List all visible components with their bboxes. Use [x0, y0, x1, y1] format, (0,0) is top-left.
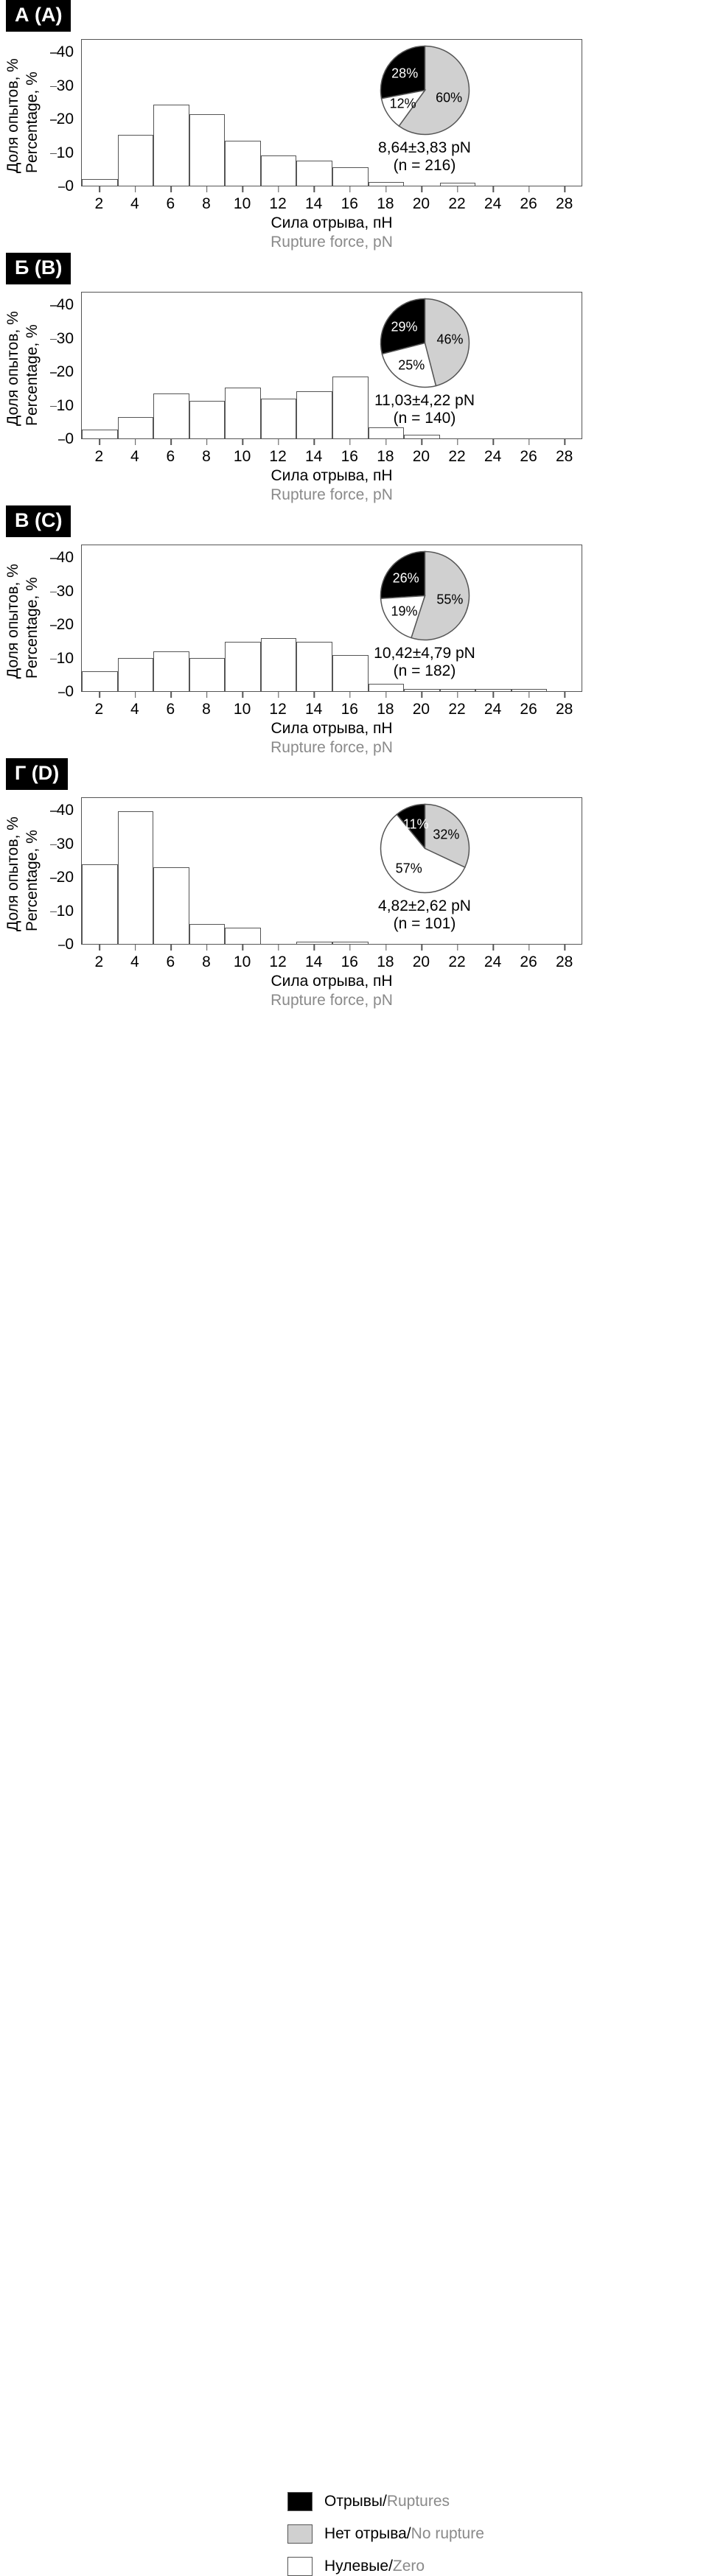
histogram-bar: [296, 391, 332, 439]
pie-stats-mean: 11,03±4,22 pN: [374, 392, 475, 409]
legend-swatch-no-rupture: [287, 2524, 313, 2544]
histogram-bar: [82, 864, 118, 944]
x-tick-label: 26: [520, 448, 537, 466]
histogram-bar: [189, 401, 226, 438]
pie-chart: [379, 44, 471, 136]
x-axis-label: Сила отрыва, пН Rupture force, pN: [271, 720, 393, 756]
legend-swatch-zero: [287, 2557, 313, 2576]
x-tick-label: 12: [269, 195, 286, 213]
pie-slice-label-no_rupture: 32%: [433, 827, 460, 842]
pie-chart: [379, 802, 471, 895]
x-tick-label: 26: [520, 195, 537, 213]
x-tick-label: 14: [305, 448, 322, 466]
y-tick-label: 30: [57, 583, 74, 601]
x-axis-ticks: [81, 698, 582, 720]
pie-inset: [347, 802, 502, 933]
y-tick-label: 10: [57, 144, 74, 162]
legend-label-ruptures: Отрывы/Ruptures: [324, 2493, 450, 2510]
y-tick-label: 30: [57, 330, 74, 348]
y-tick-label: 0: [65, 178, 74, 195]
x-tick-label: 8: [202, 195, 211, 213]
y-axis-label-en: Percentage, %: [24, 324, 41, 426]
histogram-bar: [153, 651, 189, 691]
y-tick-label: 20: [57, 111, 74, 128]
pie-slice-label-zero: 57%: [395, 861, 422, 876]
histogram-bar: [440, 689, 476, 691]
pie-slice-label-zero: 19%: [391, 603, 418, 619]
histogram-bar: [189, 658, 226, 691]
histogram-bar: [261, 155, 297, 186]
pie-stats-n: (n = 101): [393, 915, 456, 933]
y-tick-label: 40: [57, 802, 74, 819]
pie-slice-label-zero: 25%: [398, 357, 425, 372]
x-tick-label: 10: [234, 195, 251, 213]
histogram-bar: [82, 671, 118, 691]
pie-stats-mean: 8,64±3,83 pN: [378, 139, 471, 156]
x-tick-label: 22: [448, 195, 465, 213]
x-tick-label: 20: [413, 953, 430, 971]
histogram-bar: [118, 658, 154, 691]
x-tick-label: 28: [556, 953, 573, 971]
x-tick-label: 12: [269, 953, 286, 971]
chart-panel-2: [0, 253, 712, 505]
x-tick-label: 6: [167, 953, 175, 971]
histogram-bar: [225, 928, 261, 944]
x-axis-label: Сила отрыва, пН Rupture force, pN: [271, 467, 393, 503]
pie-slice-label-ruptures: 29%: [391, 319, 418, 335]
x-tick-label: 4: [130, 701, 139, 718]
legend-item-zero: [287, 2557, 712, 2576]
x-tick-label: 2: [94, 953, 103, 971]
x-tick-label: 18: [377, 953, 394, 971]
y-axis-label: Доля опытов, %: [4, 564, 21, 679]
y-axis-ticks: [41, 39, 77, 195]
pie-slice-label-no_rupture: 46%: [436, 332, 464, 347]
pie-slice-label-ruptures: 28%: [391, 66, 419, 81]
x-tick-label: 8: [202, 953, 211, 971]
pie-stats: [347, 645, 502, 680]
bar-series: [82, 545, 582, 691]
x-tick-label: 2: [94, 195, 103, 213]
y-tick-label: 10: [57, 397, 74, 415]
x-tick-label: 4: [130, 448, 139, 466]
panel-label: Б (B): [6, 253, 71, 284]
y-tick-label: 0: [65, 430, 74, 448]
panel-label: Г (D): [6, 758, 68, 790]
x-tick-label: 20: [413, 195, 430, 213]
histogram-bar: [153, 105, 189, 186]
legend-item-no-rupture: [287, 2524, 712, 2544]
x-axis-ticks: [81, 951, 582, 973]
panel-label: А (A): [6, 0, 71, 32]
histogram-bar: [404, 435, 440, 439]
y-tick-label: 40: [57, 296, 74, 314]
x-tick-label: 8: [202, 701, 211, 718]
pie-stats-n: (n = 182): [393, 662, 456, 680]
pie-slice-label-ruptures: 11%: [402, 816, 429, 832]
x-tick-label: 16: [341, 953, 358, 971]
y-axis-ticks: [41, 797, 77, 953]
histogram-bar: [82, 179, 118, 186]
y-axis-label-en: Percentage, %: [24, 830, 41, 931]
chart-panel-1: [0, 0, 712, 253]
pie-stats-n: (n = 140): [393, 410, 456, 427]
chart-panel-3: [0, 505, 712, 758]
pie-stats: [347, 139, 502, 175]
x-tick-label: 6: [167, 195, 175, 213]
pie-chart: [379, 550, 471, 642]
plot-area: [81, 39, 582, 186]
x-tick-label: 16: [341, 701, 358, 718]
histogram-bar: [118, 811, 154, 944]
chart-panel-4: [0, 758, 712, 1011]
x-tick-label: 8: [202, 448, 211, 466]
plot-area: [81, 545, 582, 692]
histogram-bar: [440, 183, 476, 186]
x-tick-label: 24: [484, 953, 501, 971]
histogram-bar: [225, 642, 261, 691]
x-tick-label: 6: [167, 448, 175, 466]
pie-inset: [347, 44, 502, 175]
x-tick-label: 28: [556, 195, 573, 213]
bar-series: [82, 40, 582, 186]
pie-slice-label-no_rupture: 60%: [436, 90, 463, 105]
pie-slice-label-no_rupture: 55%: [436, 592, 464, 607]
x-tick-label: 22: [448, 701, 465, 718]
x-axis-label: Сила отрыва, пН Rupture force, pN: [271, 214, 393, 251]
x-tick-label: 2: [94, 448, 103, 466]
x-tick-label: 2: [94, 701, 103, 718]
y-tick-label: 20: [57, 363, 74, 381]
histogram-bar: [225, 388, 261, 439]
legend: [0, 2492, 712, 2576]
x-axis-label: Сила отрыва, пН Rupture force, pN: [271, 973, 393, 1009]
y-tick-label: 30: [57, 77, 74, 95]
histogram-bar: [261, 399, 297, 438]
pie-chart: [379, 297, 471, 389]
y-tick-label: 40: [57, 549, 74, 567]
x-tick-label: 22: [448, 953, 465, 971]
histogram-bar: [404, 689, 440, 691]
y-axis-label-en: Percentage, %: [24, 577, 41, 679]
legend-label-no-rupture: Нет отрыва/No rupture: [324, 2525, 484, 2542]
histogram-bar: [118, 417, 154, 438]
pie-inset: [347, 297, 502, 427]
legend-label-zero: Нулевые/Zero: [324, 2558, 425, 2575]
histogram-bar: [261, 638, 297, 691]
pie-stats: [347, 392, 502, 427]
x-tick-label: 14: [305, 701, 322, 718]
bar-series: [82, 798, 582, 944]
x-tick-label: 28: [556, 448, 573, 466]
plot-area: [81, 292, 582, 439]
histogram-bar: [296, 942, 332, 944]
x-tick-label: 20: [413, 701, 430, 718]
x-tick-label: 26: [520, 953, 537, 971]
x-tick-label: 12: [269, 448, 286, 466]
y-axis-ticks: [41, 545, 77, 700]
histogram-bar: [332, 942, 369, 944]
histogram-bar: [225, 141, 261, 186]
x-tick-label: 12: [269, 701, 286, 718]
histogram-bar: [512, 689, 548, 691]
pie-stats: [347, 897, 502, 933]
x-tick-label: 26: [520, 701, 537, 718]
histogram-bar: [296, 161, 332, 186]
x-tick-label: 28: [556, 701, 573, 718]
x-tick-label: 10: [234, 448, 251, 466]
x-tick-label: 24: [484, 701, 501, 718]
y-axis-ticks: [41, 292, 77, 447]
histogram-bar: [369, 427, 405, 439]
x-tick-label: 10: [234, 701, 251, 718]
histogram-bar: [369, 182, 405, 186]
bar-series: [82, 293, 582, 438]
x-tick-label: 22: [448, 448, 465, 466]
pie-slice-label-zero: 12%: [389, 96, 416, 111]
panel-label: В (C): [6, 505, 71, 537]
histogram-bar: [118, 135, 154, 186]
pie-stats-mean: 10,42±4,79 pN: [374, 645, 475, 662]
y-tick-label: 0: [65, 936, 74, 953]
x-axis-ticks: [81, 445, 582, 467]
y-tick-label: 30: [57, 836, 74, 853]
x-tick-label: 14: [305, 195, 322, 213]
pie-slice-label-ruptures: 26%: [392, 570, 419, 586]
y-axis-label: Доля опытов, %: [4, 311, 21, 426]
histogram-bar: [82, 430, 118, 438]
y-tick-label: 10: [57, 650, 74, 668]
y-axis-label: Доля опытов, %: [4, 816, 21, 931]
y-tick-label: 20: [57, 616, 74, 634]
x-tick-label: 14: [305, 953, 322, 971]
y-tick-label: 10: [57, 903, 74, 920]
histogram-bar: [189, 114, 226, 186]
y-axis-label-en: Percentage, %: [24, 71, 41, 173]
x-tick-label: 20: [413, 448, 430, 466]
x-tick-label: 4: [130, 195, 139, 213]
histogram-bar: [369, 684, 405, 691]
y-tick-label: 0: [65, 683, 74, 701]
y-tick-label: 20: [57, 869, 74, 886]
x-tick-label: 16: [341, 195, 358, 213]
pie-inset: [347, 550, 502, 680]
y-axis-label: Доля опытов, %: [4, 58, 21, 173]
histogram-bar: [189, 924, 226, 944]
x-tick-label: 24: [484, 448, 501, 466]
x-tick-label: 10: [234, 953, 251, 971]
x-tick-label: 18: [377, 195, 394, 213]
histogram-bar: [475, 689, 512, 691]
histogram-bar: [296, 642, 332, 691]
histogram-bar: [153, 393, 189, 438]
x-tick-label: 24: [484, 195, 501, 213]
legend-swatch-ruptures: [287, 2492, 313, 2511]
pie-stats-n: (n = 216): [393, 157, 456, 175]
x-tick-label: 18: [377, 701, 394, 718]
pie-stats-mean: 4,82±2,62 pN: [378, 897, 471, 914]
legend-item-ruptures: [287, 2492, 712, 2511]
plot-area: [81, 797, 582, 945]
x-axis-ticks: [81, 192, 582, 214]
x-tick-label: 4: [130, 953, 139, 971]
histogram-bar: [153, 867, 189, 944]
x-tick-label: 6: [167, 701, 175, 718]
x-tick-label: 18: [377, 448, 394, 466]
y-tick-label: 40: [57, 43, 74, 61]
x-tick-label: 16: [341, 448, 358, 466]
